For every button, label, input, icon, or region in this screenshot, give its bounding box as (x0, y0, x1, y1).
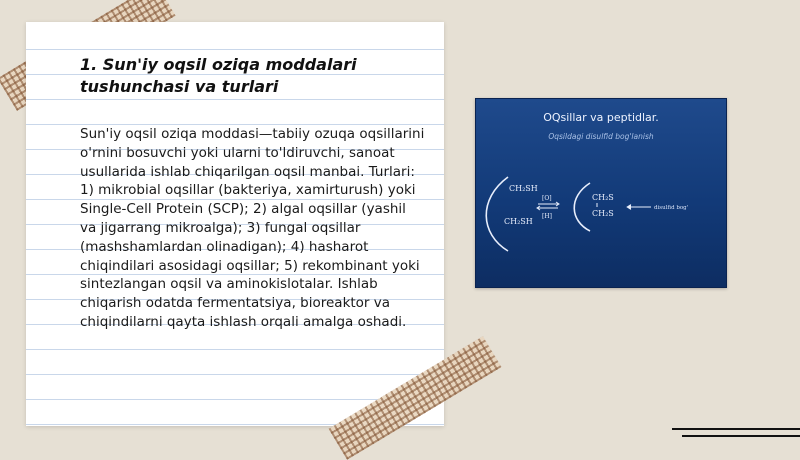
oxidation-label: [O] (542, 195, 552, 202)
slide-title: 1. Sun'iy oqsil oziqa moddalari tushunchasi va turlari (80, 55, 357, 96)
annotation-label: disulfid bog' (654, 205, 689, 211)
right-top-label: CH₂S (592, 193, 614, 202)
disulfide-diagram (476, 99, 726, 287)
figure-subtitle: Oqsildagi disulfid bog'lanish (548, 132, 654, 141)
decorative-lines (672, 424, 800, 444)
right-bottom-label: CH₂S (592, 209, 614, 218)
slide-body-text: Sun'iy oqsil oziqa moddasi—tabiiy ozuqa oqsillarini o'rnini bosuvchi yoki ularni to'ldiruvchi, sanoat usullarida ishlab chiqarilgan oqsil manbai. Turlari: 1) mikrobial oqsillar (bakteriya, xamirturush) yoki Single-Cell Protein (SCP); 2) algal oqsillar (yashil va jigarrang mikroalga); 3) fungal oqsillar (mashshamlardan olinadigan); 4) hasharot chiqindilari asosidagi oqsillar; 5) rekombinant yoki sintezlangan oqsil va aminokislotalar. Ishlab chiqarish odatda fermentatsiya, bioreaktor va chiqindilarni qayta ishlash orqali amalga oshadi. (80, 126, 425, 330)
disulfide-bond-figure (475, 98, 727, 288)
reduction-label: [H] (542, 213, 552, 220)
left-chain-arc (486, 177, 508, 251)
left-top-label: CH₂SH (509, 184, 538, 193)
right-chain-arc (574, 183, 590, 231)
left-bottom-label: CH₂SH (504, 217, 533, 226)
figure-title: OQsillar va peptidlar. (543, 111, 659, 124)
